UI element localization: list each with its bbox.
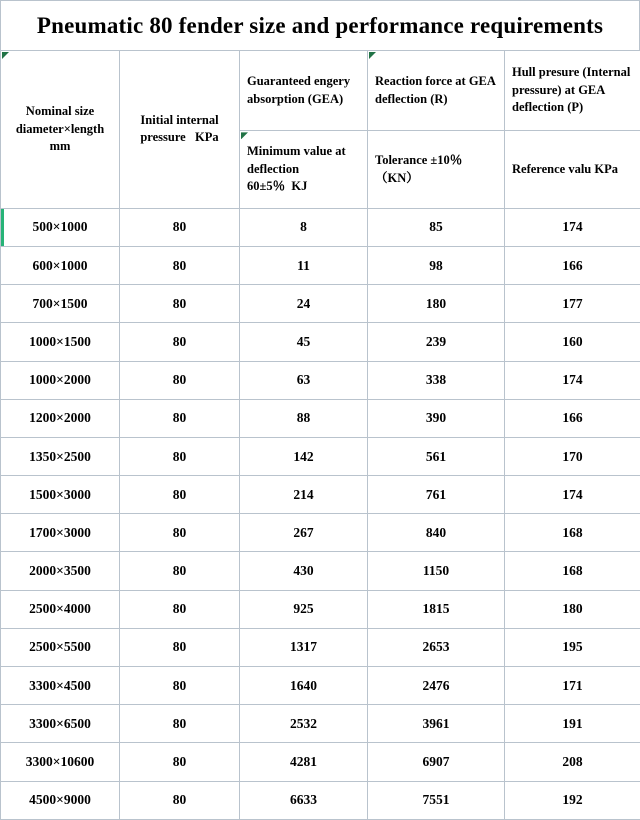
cell-initial-pressure bbox=[120, 781, 240, 819]
header-tolerance: Tolerance ±10％ （KN） bbox=[368, 131, 505, 208]
cell-gea-minimum bbox=[240, 285, 368, 323]
cell-value: 80 bbox=[172, 524, 187, 540]
cell-value: 7551 bbox=[422, 792, 450, 808]
cell-value: 174 bbox=[562, 219, 583, 235]
cell-value: 239 bbox=[425, 333, 447, 349]
cell-value: 1000×1500 bbox=[29, 333, 91, 349]
cell-value: 171 bbox=[562, 677, 583, 693]
cell-value: 3300×6500 bbox=[29, 715, 91, 731]
cell-reaction-force bbox=[368, 246, 505, 284]
cell-reaction-force bbox=[368, 476, 505, 514]
cell-value: 1640 bbox=[290, 677, 317, 693]
cell-value: 80 bbox=[172, 257, 187, 273]
cell-value: 8 bbox=[300, 219, 307, 235]
cell-initial-pressure bbox=[120, 323, 240, 361]
cell-initial-pressure bbox=[120, 208, 240, 246]
table-row bbox=[1, 246, 640, 284]
cell-nominal-size bbox=[1, 285, 120, 323]
cell-value: 80 bbox=[172, 486, 187, 502]
table-row bbox=[1, 208, 640, 246]
cell-value: 1815 bbox=[422, 601, 450, 617]
header-minimum-value: Minimum value at deflection 60±5％ KJ bbox=[240, 131, 368, 208]
cell-value: 80 bbox=[172, 639, 187, 655]
cell-value: 98 bbox=[429, 257, 443, 273]
cell-value: 85 bbox=[429, 219, 443, 235]
cell-value: 1700×3000 bbox=[29, 524, 91, 540]
table-row bbox=[1, 743, 640, 781]
cell-value: 166 bbox=[562, 257, 583, 273]
cell-reaction-force bbox=[368, 514, 505, 552]
cell-hull-pressure bbox=[505, 705, 640, 743]
cell-hull-pressure bbox=[505, 552, 640, 590]
cell-value: 840 bbox=[425, 524, 447, 540]
cell-gea-minimum bbox=[240, 246, 368, 284]
cell-reaction-force bbox=[368, 552, 505, 590]
cell-initial-pressure bbox=[120, 285, 240, 323]
table-row bbox=[1, 590, 640, 628]
cell-value: 1200×2000 bbox=[29, 410, 91, 426]
cell-nominal-size bbox=[1, 781, 120, 819]
cell-value: 80 bbox=[172, 219, 187, 235]
cell-value: 80 bbox=[172, 601, 187, 617]
cell-value: 267 bbox=[293, 524, 314, 540]
cell-nominal-size bbox=[1, 246, 120, 284]
cell-nominal-size bbox=[1, 208, 120, 246]
cell-gea-minimum bbox=[240, 667, 368, 705]
cell-hull-pressure bbox=[505, 399, 640, 437]
cell-value: 600×1000 bbox=[32, 257, 88, 273]
page-title: Pneumatic 80 fender size and performance requirements bbox=[0, 0, 640, 50]
cell-initial-pressure bbox=[120, 705, 240, 743]
cell-value: 214 bbox=[293, 486, 314, 502]
cell-value: 2500×5500 bbox=[29, 639, 91, 655]
cell-value: 2500×4000 bbox=[29, 601, 91, 617]
cell-reaction-force bbox=[368, 705, 505, 743]
cell-value: 4281 bbox=[290, 754, 317, 770]
cell-value: 80 bbox=[172, 563, 187, 579]
header-guaranteed-energy-absorption: Guaranteed engery absorption (GEA) bbox=[240, 51, 368, 131]
cell-value: 338 bbox=[425, 372, 447, 388]
cell-value: 168 bbox=[562, 563, 583, 579]
cell-reaction-force bbox=[368, 361, 505, 399]
cell-value: 2000×3500 bbox=[29, 563, 91, 579]
cell-value: 3961 bbox=[422, 715, 450, 731]
cell-reaction-force bbox=[368, 323, 505, 361]
cell-value: 6633 bbox=[290, 792, 317, 808]
cell-value: 2532 bbox=[290, 715, 317, 731]
cell-value: 63 bbox=[296, 372, 311, 388]
cell-initial-pressure bbox=[120, 628, 240, 666]
table-row bbox=[1, 628, 640, 666]
table-row bbox=[1, 361, 640, 399]
cell-value: 170 bbox=[562, 448, 583, 464]
cell-value: 3300×10600 bbox=[25, 754, 95, 770]
cell-reaction-force bbox=[368, 399, 505, 437]
cell-gea-minimum bbox=[240, 781, 368, 819]
cell-value: 166 bbox=[562, 410, 583, 426]
cell-gea-minimum bbox=[240, 476, 368, 514]
cell-value: 1317 bbox=[290, 639, 317, 655]
table-row bbox=[1, 285, 640, 323]
table-row bbox=[1, 514, 640, 552]
cell-nominal-size bbox=[1, 437, 120, 475]
cell-value: 80 bbox=[172, 448, 187, 464]
cell-initial-pressure bbox=[120, 552, 240, 590]
cell-value: 192 bbox=[562, 792, 583, 808]
cell-nominal-size bbox=[1, 514, 120, 552]
cell-value: 208 bbox=[562, 754, 583, 770]
cell-value: 168 bbox=[562, 524, 583, 540]
cell-gea-minimum bbox=[240, 628, 368, 666]
cell-value: 80 bbox=[172, 333, 187, 349]
header-reference-value: Reference valu KPa bbox=[505, 131, 640, 208]
cell-hull-pressure bbox=[505, 590, 640, 628]
cell-hull-pressure bbox=[505, 743, 640, 781]
table-row bbox=[1, 781, 640, 819]
cell-nominal-size bbox=[1, 361, 120, 399]
cell-gea-minimum bbox=[240, 208, 368, 246]
cell-value: 174 bbox=[562, 486, 583, 502]
cell-value: 500×1000 bbox=[32, 219, 88, 235]
cell-value: 191 bbox=[562, 715, 583, 731]
cell-reaction-force bbox=[368, 437, 505, 475]
cell-value: 80 bbox=[172, 754, 187, 770]
cell-value: 142 bbox=[293, 448, 314, 464]
cell-reaction-force bbox=[368, 781, 505, 819]
cell-value: 925 bbox=[293, 601, 314, 617]
cell-hull-pressure bbox=[505, 476, 640, 514]
cell-value: 24 bbox=[296, 295, 311, 311]
cell-value: 1500×3000 bbox=[29, 486, 91, 502]
cell-value: 80 bbox=[172, 295, 187, 311]
table-row bbox=[1, 476, 640, 514]
cell-value: 80 bbox=[172, 410, 187, 426]
cell-value: 88 bbox=[296, 410, 311, 426]
cell-hull-pressure bbox=[505, 361, 640, 399]
cell-value: 180 bbox=[562, 601, 583, 617]
cell-value: 80 bbox=[172, 677, 187, 693]
cell-hull-pressure bbox=[505, 514, 640, 552]
cell-hull-pressure bbox=[505, 667, 640, 705]
table-row bbox=[1, 437, 640, 475]
cell-value: 177 bbox=[562, 295, 583, 311]
cell-gea-minimum bbox=[240, 399, 368, 437]
cell-hull-pressure bbox=[505, 208, 640, 246]
cell-value: 561 bbox=[425, 448, 447, 464]
cell-reaction-force bbox=[368, 590, 505, 628]
cell-gea-minimum bbox=[240, 437, 368, 475]
cell-value: 3300×4500 bbox=[29, 677, 91, 693]
header-hull-pressure: Hull presure (Internal pressure) at GEA deflection (P) bbox=[505, 51, 640, 131]
cell-value: 700×1500 bbox=[32, 295, 88, 311]
cell-initial-pressure bbox=[120, 590, 240, 628]
cell-initial-pressure bbox=[120, 514, 240, 552]
cell-nominal-size bbox=[1, 590, 120, 628]
cell-reaction-force bbox=[368, 743, 505, 781]
cell-value: 174 bbox=[562, 372, 583, 388]
cell-gea-minimum bbox=[240, 552, 368, 590]
cell-reaction-force bbox=[368, 285, 505, 323]
cell-gea-minimum bbox=[240, 705, 368, 743]
cell-gea-minimum bbox=[240, 323, 368, 361]
cell-value: 2476 bbox=[422, 677, 450, 693]
cell-gea-minimum bbox=[240, 361, 368, 399]
table-row bbox=[1, 399, 640, 437]
cell-value: 2653 bbox=[422, 639, 450, 655]
cell-reaction-force bbox=[368, 628, 505, 666]
cell-value: 4500×9000 bbox=[29, 792, 91, 808]
cell-hull-pressure bbox=[505, 323, 640, 361]
cell-value: 6907 bbox=[422, 754, 450, 770]
cell-initial-pressure bbox=[120, 743, 240, 781]
cell-nominal-size bbox=[1, 743, 120, 781]
cell-nominal-size bbox=[1, 399, 120, 437]
table-body bbox=[1, 51, 640, 820]
cell-nominal-size bbox=[1, 705, 120, 743]
cell-value: 80 bbox=[172, 715, 187, 731]
table-row bbox=[1, 323, 640, 361]
cell-gea-minimum bbox=[240, 590, 368, 628]
cell-value: 390 bbox=[425, 410, 447, 426]
cell-nominal-size bbox=[1, 628, 120, 666]
cell-hull-pressure bbox=[505, 285, 640, 323]
cell-reaction-force bbox=[368, 208, 505, 246]
cell-nominal-size bbox=[1, 323, 120, 361]
cell-value: 80 bbox=[172, 372, 187, 388]
table-row bbox=[1, 705, 640, 743]
cell-value: 80 bbox=[172, 792, 187, 808]
cell-initial-pressure bbox=[120, 437, 240, 475]
cell-initial-pressure bbox=[120, 361, 240, 399]
cell-gea-minimum bbox=[240, 743, 368, 781]
cell-value: 430 bbox=[293, 563, 314, 579]
cell-value: 11 bbox=[297, 257, 310, 273]
cell-initial-pressure bbox=[120, 399, 240, 437]
header-initial-pressure: Initial internal pressure KPa bbox=[120, 51, 240, 209]
cell-value: 45 bbox=[296, 333, 311, 349]
cell-hull-pressure bbox=[505, 437, 640, 475]
header-row-1 bbox=[1, 51, 640, 131]
cell-nominal-size bbox=[1, 667, 120, 705]
cell-initial-pressure bbox=[120, 246, 240, 284]
cell-value: 180 bbox=[425, 295, 447, 311]
table-row bbox=[1, 667, 640, 705]
fender-spec-table bbox=[0, 50, 640, 820]
cell-value: 1150 bbox=[422, 563, 450, 579]
cell-hull-pressure bbox=[505, 781, 640, 819]
table-row bbox=[1, 552, 640, 590]
cell-nominal-size bbox=[1, 476, 120, 514]
header-reaction-force: Reaction force at GEA deflection (R) bbox=[368, 51, 505, 131]
header-nominal-size: Nominal size diameter×length mm bbox=[1, 51, 120, 209]
cell-reaction-force bbox=[368, 667, 505, 705]
cell-value: 761 bbox=[425, 486, 447, 502]
cell-hull-pressure bbox=[505, 628, 640, 666]
cell-value: 1350×2500 bbox=[29, 448, 91, 464]
cell-value: 195 bbox=[562, 639, 583, 655]
cell-hull-pressure bbox=[505, 246, 640, 284]
cell-nominal-size bbox=[1, 552, 120, 590]
cell-value: 160 bbox=[562, 333, 583, 349]
cell-value: 1000×2000 bbox=[29, 372, 91, 388]
cell-initial-pressure bbox=[120, 667, 240, 705]
cell-initial-pressure bbox=[120, 476, 240, 514]
cell-gea-minimum bbox=[240, 514, 368, 552]
